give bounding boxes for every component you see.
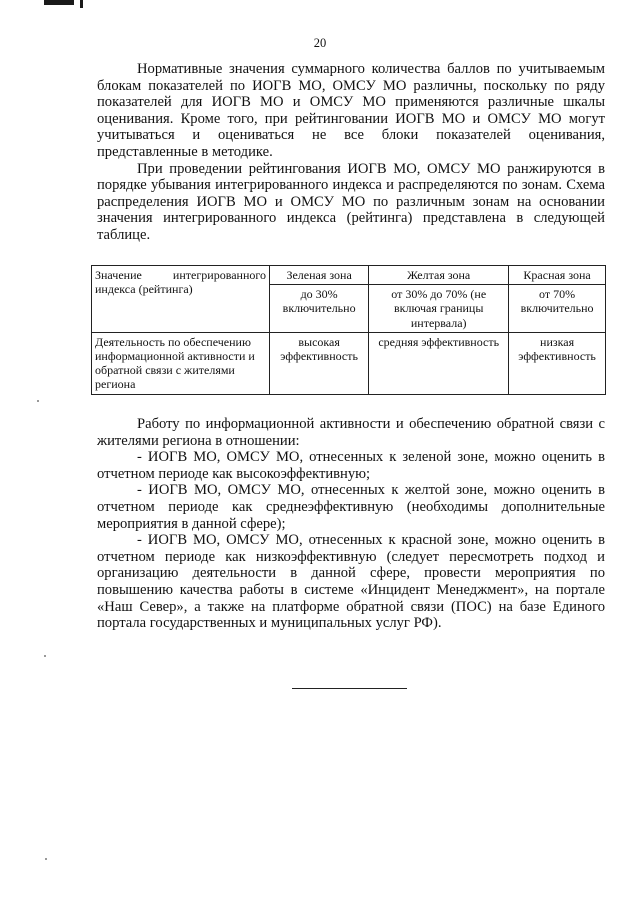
row-label-cell xyxy=(92,332,270,394)
zone-name-cell: Зеленая зона xyxy=(270,266,369,285)
zone-range-cell: от 70% включительно xyxy=(509,285,606,333)
list-item: - ИОГВ МО, ОМСУ МО, отнесенных к красной зоне, можно оценить в отчетном периоде как низкоэффективную (следует пересмотреть подход и организацию деятельности в данной сфере, провести мероприятия по повышению качества работы в системе «Инцидент Менеджмент», на портале «Наш Север», а также на платформе обратной связи (ПОС) на базе Единого портала государственных и муниципальных услуг РФ). xyxy=(97,532,605,632)
table-row xyxy=(92,266,606,285)
scan-speck xyxy=(45,858,47,860)
scan-speck xyxy=(37,400,39,402)
paragraph: Нормативные значения суммарного количества баллов по учитываемым блокам показателей по ИОГВ МО, ОМСУ МО различны, поскольку по ряду показателей для ИОГВ МО и ОМСУ МО применяются различные шкалы оценивания. Кроме того, при рейтинговании ИОГВ МО и ОМСУ МО могут учитываться и оцениваться не все блоки показателей оценивания, представленные в методике. xyxy=(97,61,605,160)
body-text xyxy=(97,61,605,244)
end-divider xyxy=(292,688,407,689)
zone-name-cell: Желтая зона xyxy=(369,266,509,285)
evaluation-list xyxy=(97,416,605,632)
list-item: - ИОГВ МО, ОМСУ МО, отнесенных к желтой зоне, можно оценить в отчетном периоде как среднеэффективную (необходимы дополнительные мероприятия в данной сфере); xyxy=(97,482,605,532)
header-label: Значение интегрированного индекса (рейтинга) xyxy=(95,268,266,297)
table-row xyxy=(92,332,606,394)
page-number: 20 xyxy=(313,36,327,50)
scan-artifact xyxy=(80,0,83,8)
list-intro: Работу по информационной активности и обеспечению обратной связи с жителями региона в отношении: xyxy=(97,416,605,449)
effectiveness-cell: низкая эффективность xyxy=(509,332,606,394)
effectiveness-cell: средняя эффективность xyxy=(369,332,509,394)
effectiveness-cell: высокая эффективность xyxy=(270,332,369,394)
header-label-cell xyxy=(92,266,270,333)
zone-name-cell: Красная зона xyxy=(509,266,606,285)
zone-range-cell: от 30% до 70% (не включая границы интервала) xyxy=(369,285,509,333)
scan-speck xyxy=(44,655,46,657)
paragraph: При проведении рейтингования ИОГВ МО, ОМСУ МО ранжируются в порядке убывания интегрированного индекса и распределяются по зонам. Схема распределения ИОГВ МО и ОМСУ МО по различным зонам на основании значения интегрированного индекса (рейтинга) представлена в следующей таблице. xyxy=(97,160,605,243)
zone-range-cell: до 30% включительно xyxy=(270,285,369,333)
scan-artifact xyxy=(44,0,74,5)
rating-zones-table xyxy=(91,265,606,395)
row-label: Деятельность по обеспечению информационной активности и обратной связи с жителями региона xyxy=(95,334,255,392)
list-item: - ИОГВ МО, ОМСУ МО, отнесенных к зеленой зоне, можно оценить в отчетном периоде как высокоэффективную; xyxy=(97,449,605,482)
